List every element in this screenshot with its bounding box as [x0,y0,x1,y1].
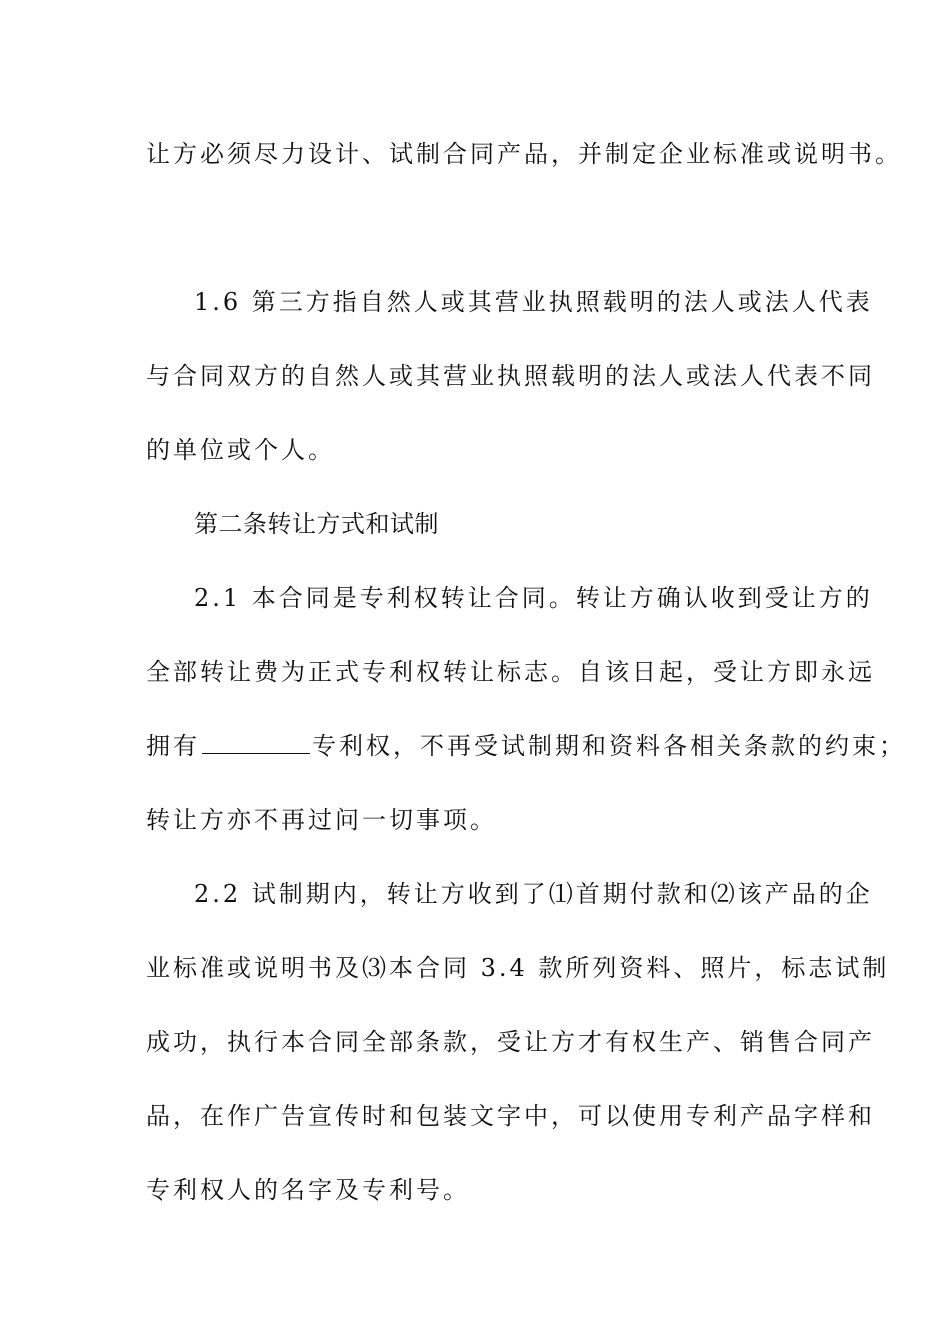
paragraph-line: 转让方亦不再过问一切事项。 [146,806,497,834]
paragraph-line-with-blank [146,730,906,762]
paragraph-line: 与合同双方的自然人或其营业执照载明的法人或法人代表不同 [146,362,875,390]
paragraph-line: 成功，执行本合同全部条款，受让方才有权生产、销售合同产 [146,1028,875,1056]
paragraph-line: 业标准或说明书及⑶本合同 3.4 款所列资料、照片，标志试制 [146,954,890,982]
paragraph-line: 让方必须尽力设计、试制合同产品，并制定企业标准或说明书。 [146,140,902,168]
paragraph-line: 2.2 试制期内，转让方收到了⑴首期付款和⑵该产品的企 [194,880,873,908]
section-heading: 第二条转让方式和试制 [194,510,439,538]
paragraph-line: 全部转让费为正式专利权转让标志。自该日起，受让方即永远 [146,658,875,686]
paragraph-line: 专利权人的名字及专利号。 [146,1176,470,1204]
paragraph-line: 品，在作广告宣传时和包装文字中，可以使用专利产品字样和 [146,1102,875,1130]
paragraph-line: 的单位或个人。 [146,436,335,464]
paragraph-line: 1.6 第三方指自然人或其营业执照载明的法人或法人代表 [194,288,873,316]
line-text-before-blank: 拥有 [146,732,200,760]
fill-in-blank [202,731,310,754]
line-text-after-blank: 专利权，不再受试制期和资料各相关条款的约束； [312,732,906,760]
paragraph-line: 2.1 本合同是专利权转让合同。转让方确认收到受让方的 [194,584,873,612]
